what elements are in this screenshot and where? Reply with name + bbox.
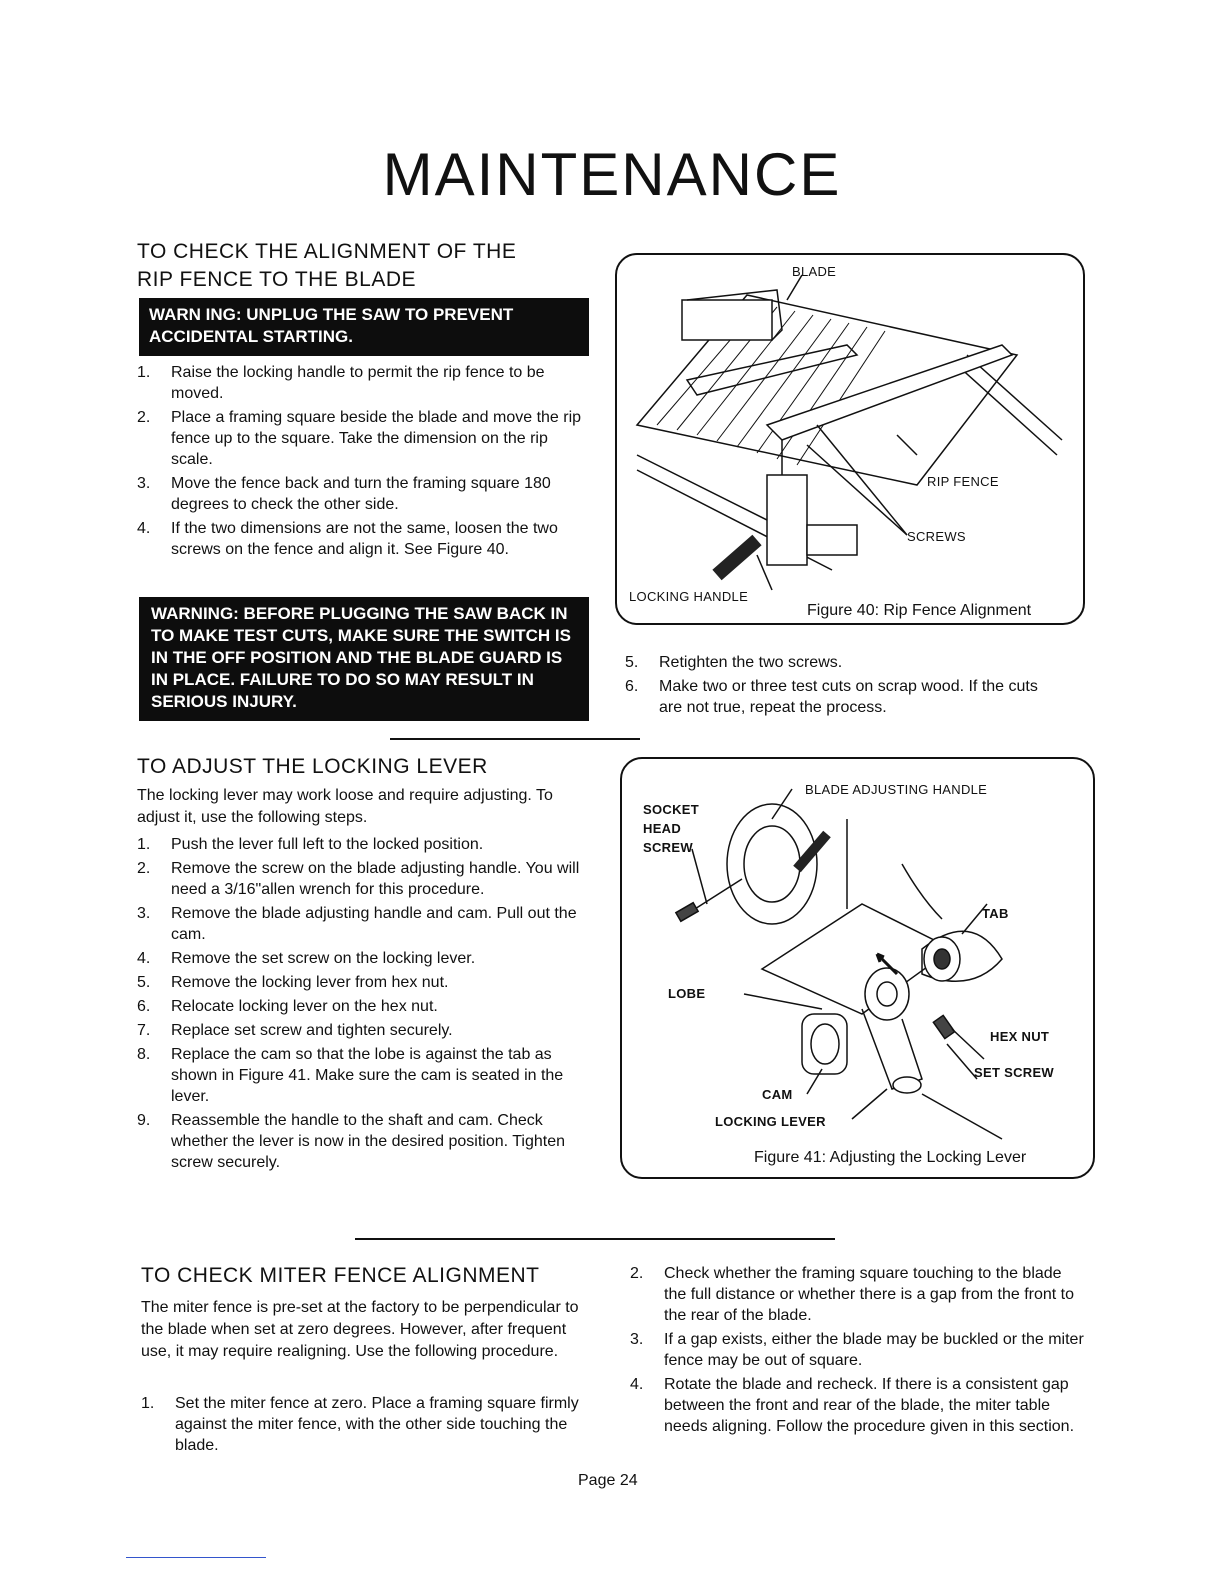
list-item: 6. Relocate locking lever on the hex nut.	[137, 998, 438, 1015]
figure-41-frame	[620, 757, 1095, 1179]
fig41-label-head: HEAD	[643, 821, 682, 836]
list-item: 5. Remove the locking lever from hex nut.	[137, 974, 449, 991]
list-item: 7. Replace set screw and tighten securely.	[137, 1022, 453, 1039]
fig40-label-blade: BLADE	[792, 264, 837, 279]
list-item: 8. Replace the cam so that the lobe is against the tab as shown in Figure 41. Make sure the cam is seated in the lever.	[137, 1046, 564, 1105]
page-title: MAINTENANCE	[382, 141, 842, 208]
warning-unplug-line2: ACCIDENTAL STARTING.	[149, 327, 353, 346]
fig41-label-socket: SOCKET	[643, 802, 699, 817]
rip-fence-heading-line1: TO CHECK THE ALIGNMENT OF THE	[137, 240, 517, 263]
figure-40-caption: Figure 40: Rip Fence Alignment	[807, 602, 1032, 619]
locking-lever-heading: TO ADJUST THE LOCKING LEVER	[137, 755, 488, 778]
section-divider	[390, 738, 640, 740]
rip-fence-illustration	[617, 255, 1083, 623]
list-item: 3. Remove the blade adjusting handle and cam. Pull out the cam.	[137, 905, 577, 943]
fig41-label-tab: TAB	[982, 906, 1009, 921]
list-item: 3. If a gap exists, either the blade may be buckled or the miter fence may be out of square.	[630, 1331, 1084, 1369]
footer-rule	[126, 1557, 266, 1558]
fig40-label-locking-handle: LOCKING HANDLE	[629, 589, 749, 604]
list-item: 4. Remove the set screw on the locking lever.	[137, 950, 476, 967]
list-item: 2. Check whether the framing square touching to the blade the full distance or whether there is a gap from the front to the rear of the blade.	[630, 1265, 1074, 1324]
figure-40-frame	[615, 253, 1085, 625]
fig41-label-set-screw: SET SCREW	[974, 1065, 1054, 1080]
figure-41-caption: Figure 41: Adjusting the Locking Lever	[754, 1149, 1027, 1166]
page-number: Page 24	[578, 1472, 638, 1489]
rip-fence-steps	[137, 362, 592, 563]
list-item: 2. Place a framing square beside the blade and move the rip fence up to the square. Take the dimension on the rip scale.	[137, 409, 582, 468]
fig41-label-locking-lever: LOCKING LEVER	[715, 1114, 826, 1129]
fig41-label-blade-adjusting-handle: BLADE ADJUSTING HANDLE	[805, 782, 988, 797]
miter-steps-left	[141, 1393, 596, 1459]
fig41-label-cam: CAM	[762, 1087, 793, 1102]
fig41-label-screw: SCREW	[643, 840, 693, 855]
fig41-label-hex-nut: HEX NUT	[990, 1029, 1050, 1044]
list-item: 9. Reassemble the handle to the shaft and cam. Check whether the lever is now in the desired position. Tighten screw securely.	[137, 1112, 566, 1171]
miter-intro: The miter fence is pre-set at the factory to be perpendicular to the blade when set at zero degrees. However, after frequent use, it may require realigning. Use the following procedure.	[141, 1299, 579, 1360]
list-item: 5. Retighten the two screws.	[625, 654, 843, 671]
list-item: 1. Set the miter fence at zero. Place a framing square firmly against the miter fence, with the other side touching the blade.	[141, 1395, 579, 1454]
list-item: 6. Make two or three test cuts on scrap wood. If the cuts are not true, repeat the process.	[625, 678, 1038, 716]
locking-lever-intro: The locking lever may work loose and require adjusting. To adjust it, use the following steps.	[137, 787, 553, 826]
miter-steps-right	[630, 1263, 1085, 1440]
rip-fence-heading	[137, 238, 597, 294]
fig41-label-lobe: LOBE	[668, 986, 706, 1001]
warning-unplug-box	[139, 298, 589, 356]
locking-lever-steps	[137, 834, 592, 1176]
fig40-label-screws: SCREWS	[907, 529, 966, 544]
section-divider	[355, 1238, 835, 1240]
miter-heading: TO CHECK MITER FENCE ALIGNMENT	[141, 1264, 540, 1287]
list-item: 4. If the two dimensions are not the same, loosen the two screws on the fence and align it. See Figure 40.	[137, 520, 558, 558]
list-item: 4. Rotate the blade and recheck. If there is a consistent gap between the front and rear of the blade, the miter table needs aligning. Follow the procedure given in this section.	[630, 1376, 1075, 1435]
rip-fence-heading-line2: RIP FENCE TO THE BLADE	[137, 268, 417, 291]
fig40-label-rip-fence: RIP FENCE	[927, 474, 999, 489]
list-item: 2. Remove the screw on the blade adjusting handle. You will need a 3/16"allen wrench for this procedure.	[137, 860, 580, 898]
list-item: 1. Push the lever full left to the locked position.	[137, 836, 484, 853]
warning-unplug-line1: WARN ING: UNPLUG THE SAW TO PREVENT	[149, 305, 514, 324]
list-item: 3. Move the fence back and turn the framing square 180 degrees to check the other side.	[137, 475, 551, 513]
rip-fence-steps-continued	[625, 652, 1065, 721]
locking-lever-illustration	[622, 759, 1093, 1177]
list-item: 1. Raise the locking handle to permit the rip fence to be moved.	[137, 364, 545, 402]
warning-test-cuts-box: WARNING: BEFORE PLUGGING THE SAW BACK IN TO MAKE TEST CUTS, MAKE SURE THE SWITCH IS IN THE OFF POSITION AND THE BLADE GUARD IS IN PLACE. FAILURE TO DO SO MAY RESULT IN SERIOUS INJURY.	[139, 597, 589, 721]
